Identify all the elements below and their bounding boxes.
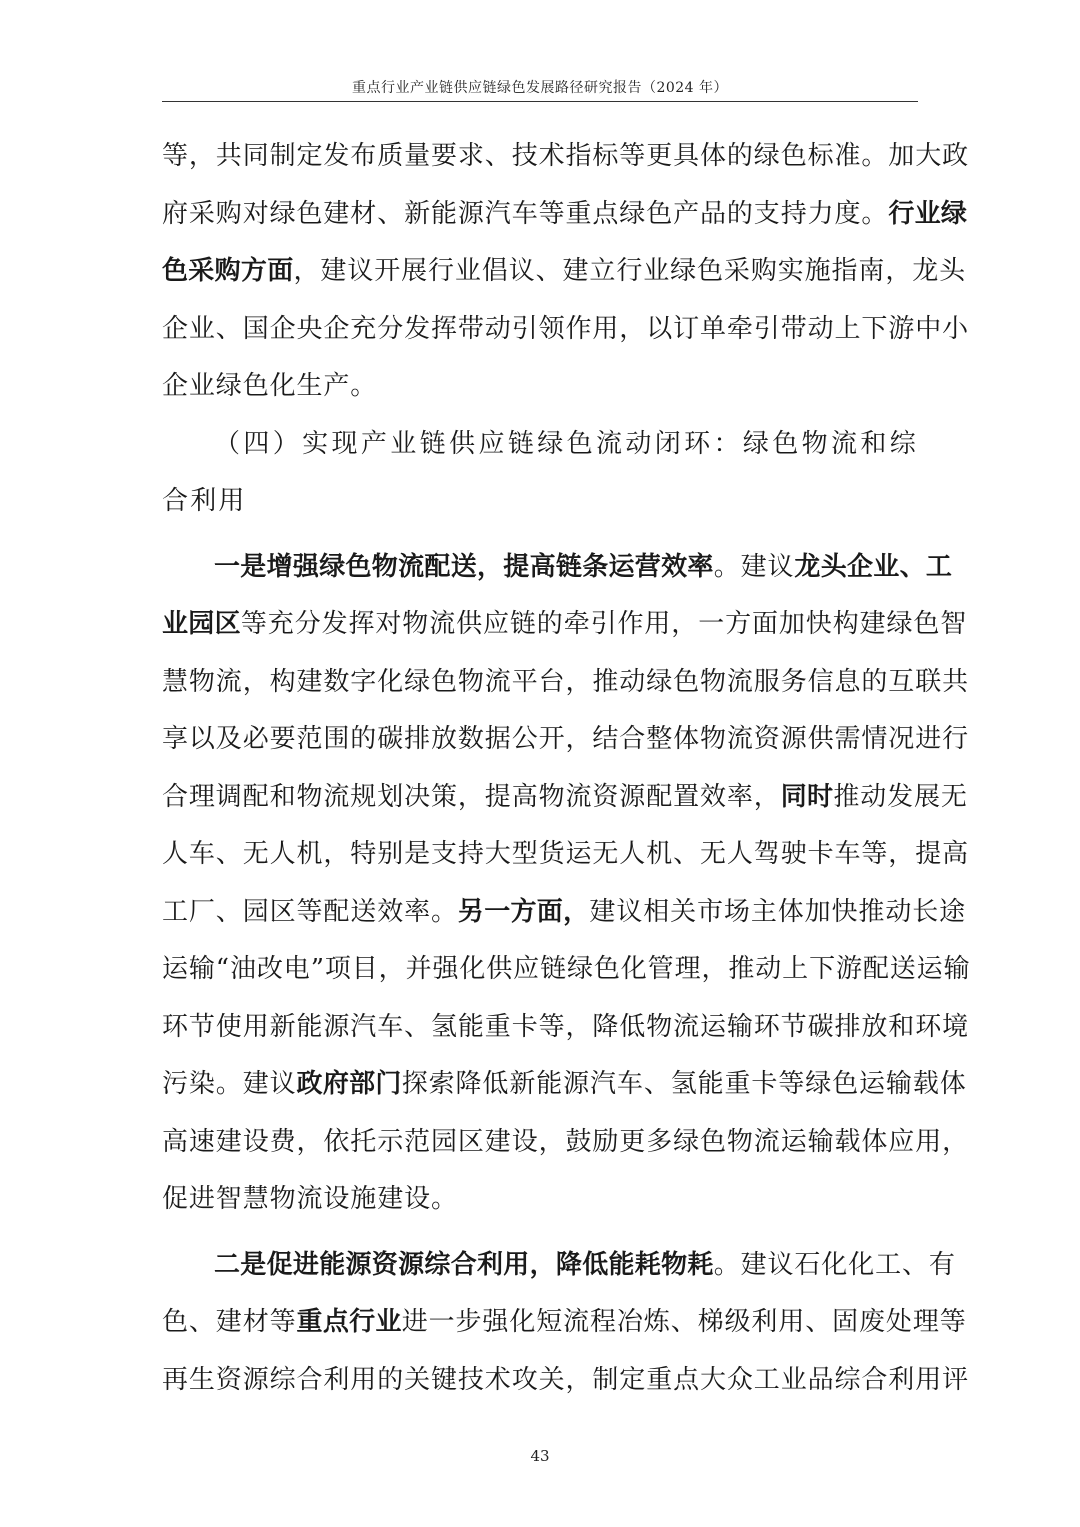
text-run: 工厂、园区等配送效率。: [162, 896, 458, 927]
text-run: 促进智慧物流设施建设。: [162, 1184, 458, 1214]
text-line: [162, 999, 970, 1057]
text-run: 人车、无人机，特别是支持大型货运无人机、无人驾驶卡车等，提高: [162, 839, 970, 869]
text-run: 企业、国企央企充分发挥带动引领作用，以订单牵引带动上下游中小: [162, 313, 970, 344]
text-run: 等充分发挥对物流供应链的牵引作用，一方面加快构建绿色智: [240, 609, 968, 639]
text-line: [162, 769, 968, 827]
bold-run: 业园区: [162, 609, 241, 639]
text-line: [162, 358, 918, 416]
text-run: ，建议开展行业倡议、建立行业绿色采购实施指南，龙头: [293, 256, 967, 286]
text-line: [162, 1237, 956, 1295]
text-run: 推动发展无: [833, 781, 968, 812]
heading-text: （四）实现产业链供应链绿色流动闭环：绿色物流和综: [214, 428, 918, 459]
text-run: 进一步强化短流程冶炼、梯级利用、固废处理等: [401, 1307, 967, 1337]
text-run: 企业绿色化生产。: [162, 371, 378, 401]
text-line: [162, 1294, 967, 1352]
bold-run: 同时: [780, 781, 834, 812]
bold-run: 二是促进能源资源综合利用，降低能耗物耗: [214, 1249, 714, 1280]
text-run: 高速建设费，依托示范园区建设，鼓励更多绿色物流运输载体应用，: [162, 1126, 970, 1157]
text-run: 运输“油改电”项目，并强化供应链绿色化管理，推动上下游配送运输: [162, 954, 971, 984]
text-run: 府采购对绿色建材、新能源汽车等重点绿色产品的支持力度。: [162, 198, 889, 229]
text-run: 再生资源综合利用的关键技术攻关，制定重点大众工业品综合利用评: [162, 1364, 970, 1395]
text-run: 环节使用新能源汽车、氢能重卡等，降低物流运输环节碳排放和环境: [162, 1011, 970, 1042]
text-run: 探索降低新能源汽车、氢能重卡等绿色运输载体: [401, 1069, 967, 1099]
text-line: [162, 884, 967, 942]
text-run: 慧物流，构建数字化绿色物流平台，推动绿色物流服务信息的互联共: [162, 666, 970, 697]
text-line: [162, 1352, 970, 1410]
text-line: [162, 654, 970, 712]
bold-run: 龙头企业、工: [794, 551, 953, 582]
spacer: [162, 531, 918, 539]
heading-line: [162, 473, 918, 531]
heading-text: 合利用: [162, 486, 247, 516]
text-line: [162, 243, 967, 301]
spacer: [162, 1229, 918, 1237]
text-line: [162, 711, 970, 769]
text-line: [162, 941, 971, 999]
bold-run: 行业绿: [888, 198, 968, 229]
section-heading: [162, 416, 918, 531]
text-run: 色、建材等: [162, 1307, 297, 1337]
text-line: [162, 826, 970, 884]
text-line: [162, 1056, 967, 1114]
text-run: 享以及必要范围的碳排放数据公开，结合整体物流资源供需情况进行: [162, 724, 970, 754]
bold-run: 政府部门: [296, 1069, 402, 1099]
header-divider: [162, 101, 918, 102]
bold-run: 重点行业: [296, 1307, 402, 1337]
page-number: 43: [530, 1447, 550, 1465]
text-run: 。建议: [713, 551, 795, 582]
text-line: [162, 301, 970, 359]
heading-line: [162, 416, 918, 474]
text-run: 等，共同制定发布质量要求、技术指标等更具体的绿色标准。加大政: [162, 141, 970, 171]
text-line: [162, 1171, 918, 1229]
text-run: 合理调配和物流规划决策，提高物流资源配置效率，: [162, 781, 781, 812]
page-body: [162, 128, 971, 1409]
text-line: [162, 596, 968, 654]
bold-run: 另一方面，: [457, 896, 590, 927]
paragraph-green-standards: [162, 128, 970, 416]
text-line: [162, 539, 953, 597]
text-line: [162, 128, 970, 186]
bold-run: 色采购方面: [162, 256, 294, 286]
text-run: 建议相关市场主体加快推动长途: [589, 896, 967, 927]
text-line: [162, 186, 968, 244]
paragraph-green-logistics: [162, 539, 971, 1229]
text-run: 。建议石化化工、有: [713, 1249, 956, 1280]
running-header: 重点行业产业链供应链绿色发展路径研究报告（2024 年）: [351, 80, 729, 96]
text-line: [162, 1114, 970, 1172]
paragraph-resource-utilization: [162, 1237, 970, 1410]
text-run: 污染。建议: [162, 1069, 297, 1099]
bold-run: 一是增强绿色物流配送，提高链条运营效率: [214, 551, 714, 582]
